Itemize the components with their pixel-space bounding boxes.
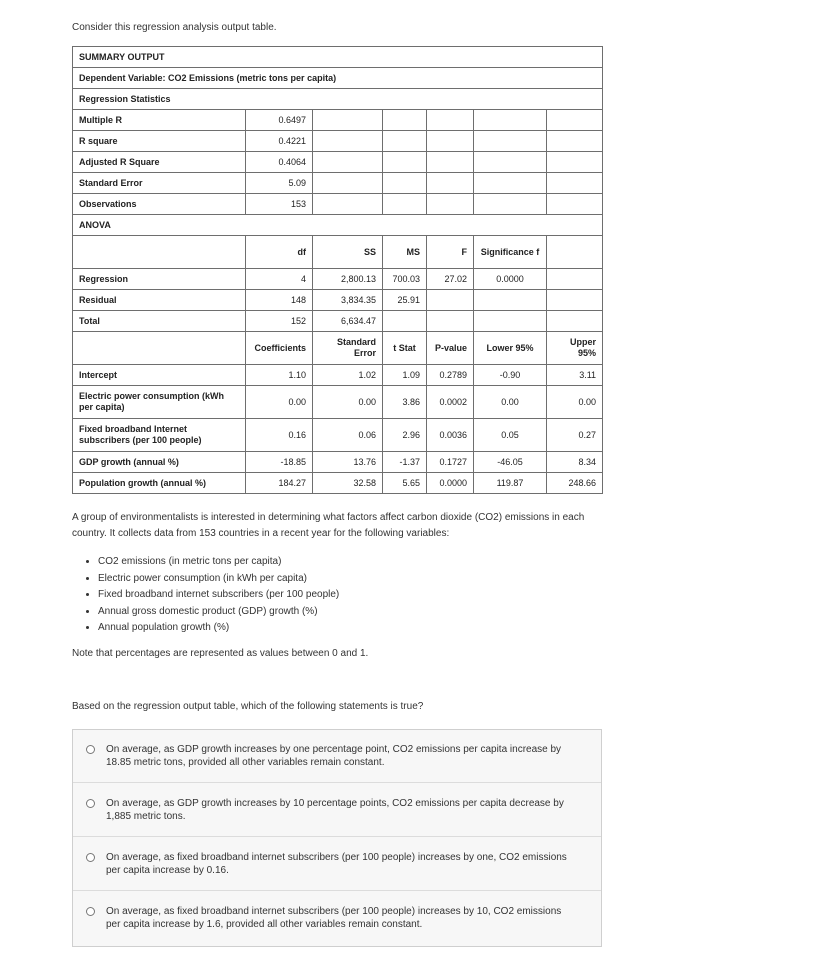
coef-t: 5.65 <box>383 473 427 494</box>
table-row <box>73 173 603 194</box>
coef-label: Fixed broadband Internet subscribers (per 100 people) <box>73 419 246 452</box>
table-row <box>73 290 603 311</box>
coef-upper: 248.66 <box>547 473 603 494</box>
coef-t: 3.86 <box>383 386 427 419</box>
coef-label: Population growth (annual %) <box>73 473 246 494</box>
coef-se: 32.58 <box>313 473 383 494</box>
header-f: F <box>427 236 474 269</box>
coef-t: 2.96 <box>383 419 427 452</box>
coef-t: -1.37 <box>383 452 427 473</box>
anova-f <box>427 290 474 311</box>
anova-sig <box>474 290 547 311</box>
coef-value: -18.85 <box>246 452 313 473</box>
anova-header-row <box>73 236 603 269</box>
anova-f <box>427 311 474 332</box>
option-text: On average, as fixed broadband internet subscribers (per 100 people) increases by 10, CO2 emissions per capita increase by 1.6, provided all other variables remain constant. <box>106 906 562 930</box>
header-t-stat: t Stat <box>383 332 427 365</box>
table-row <box>73 452 603 473</box>
radio-button[interactable] <box>86 745 95 754</box>
radio-button[interactable] <box>86 799 95 808</box>
anova-ss: 6,634.47 <box>313 311 383 332</box>
coef-label: Intercept <box>73 365 246 386</box>
answer-option-2[interactable] <box>73 784 601 837</box>
table-row <box>73 419 603 452</box>
stat-value: 0.4221 <box>246 131 313 152</box>
header-df: df <box>246 236 313 269</box>
table-row <box>73 311 603 332</box>
coef-p: 0.2789 <box>427 365 474 386</box>
header-lower-95: Lower 95% <box>474 332 547 365</box>
coef-value: 1.10 <box>246 365 313 386</box>
stat-value: 0.6497 <box>246 110 313 131</box>
coef-p: 0.0002 <box>427 386 474 419</box>
summary-title-row <box>73 47 603 68</box>
stat-label: Standard Error <box>73 173 246 194</box>
radio-button[interactable] <box>86 907 95 916</box>
stat-label: Observations <box>73 194 246 215</box>
dependent-variable: Dependent Variable: CO2 Emissions (metric tons per capita) <box>73 68 603 89</box>
context-paragraph: A group of environmentalists is interested in determining what factors affect carbon dioxide (CO2) emissions in each country. It collects data from 153 countries in a recent year for the following variables: <box>72 512 585 539</box>
coef-lower: -0.90 <box>474 365 547 386</box>
anova-df: 4 <box>246 269 313 290</box>
answer-option-4[interactable] <box>73 892 601 945</box>
anova-sig <box>474 311 547 332</box>
anova-ss: 3,834.35 <box>313 290 383 311</box>
coef-label: GDP growth (annual %) <box>73 452 246 473</box>
coef-label: Electric power consumption (kWh per capita) <box>73 386 246 419</box>
table-row <box>73 194 603 215</box>
header-p-value: P-value <box>427 332 474 365</box>
anova-df: 148 <box>246 290 313 311</box>
regression-statistics-row <box>73 89 603 110</box>
anova-label: Residual <box>73 290 246 311</box>
coef-value: 184.27 <box>246 473 313 494</box>
stat-value: 153 <box>246 194 313 215</box>
coef-p: 0.0036 <box>427 419 474 452</box>
anova-label: Total <box>73 311 246 332</box>
option-text: On average, as fixed broadband internet subscribers (per 100 people) increases by one, CO2 emissions per capita increase by 0.16. <box>106 852 567 876</box>
coef-se: 1.02 <box>313 365 383 386</box>
anova-ms <box>383 311 427 332</box>
coef-p: 0.0000 <box>427 473 474 494</box>
header-significance-f: Significance f <box>474 236 547 269</box>
note-text: Note that percentages are represented as values between 0 and 1. <box>72 648 369 659</box>
anova-title: ANOVA <box>73 215 603 236</box>
coef-lower: 119.87 <box>474 473 547 494</box>
coef-upper: 8.34 <box>547 452 603 473</box>
header-ms: MS <box>383 236 427 269</box>
coef-se: 0.06 <box>313 419 383 452</box>
coef-lower: 0.05 <box>474 419 547 452</box>
table-row <box>73 386 603 419</box>
stat-label: Adjusted R Square <box>73 152 246 173</box>
anova-f: 27.02 <box>427 269 474 290</box>
stat-label: R square <box>73 131 246 152</box>
variable-list <box>82 554 339 637</box>
header-upper-95: Upper 95% <box>547 332 603 365</box>
table-row <box>73 110 603 131</box>
table-row <box>73 152 603 173</box>
coef-lower: -46.05 <box>474 452 547 473</box>
list-item: • Annual gross domestic product (GDP) growth (%) <box>98 604 339 621</box>
table-row <box>73 473 603 494</box>
anova-ms: 25.91 <box>383 290 427 311</box>
answer-option-3[interactable] <box>73 838 601 891</box>
answer-option-1[interactable] <box>73 730 601 783</box>
coef-se: 0.00 <box>313 386 383 419</box>
header-ss: SS <box>313 236 383 269</box>
table-row <box>73 269 603 290</box>
coef-upper: 0.27 <box>547 419 603 452</box>
list-item: • Fixed broadband internet subscribers (per 100 people) <box>98 587 339 604</box>
regression-output-table <box>72 46 603 494</box>
list-item: • Electric power consumption (in kWh per capita) <box>98 571 339 588</box>
coefficient-header-row <box>73 332 603 365</box>
anova-ms: 700.03 <box>383 269 427 290</box>
anova-df: 152 <box>246 311 313 332</box>
radio-button[interactable] <box>86 853 95 862</box>
coef-upper: 0.00 <box>547 386 603 419</box>
header-standard-error: Standard Error <box>313 332 383 365</box>
anova-ss: 2,800.13 <box>313 269 383 290</box>
anova-title-row <box>73 215 603 236</box>
table-row <box>73 365 603 386</box>
header-coefficients: Coefficients <box>246 332 313 365</box>
option-text: On average, as GDP growth increases by 10 percentage points, CO2 emissions per capita decrease by 1,885 metric tons. <box>106 798 564 822</box>
coef-p: 0.1727 <box>427 452 474 473</box>
list-item: • Annual population growth (%) <box>98 620 339 637</box>
coef-t: 1.09 <box>383 365 427 386</box>
regression-statistics-title: Regression Statistics <box>73 89 603 110</box>
coef-value: 0.16 <box>246 419 313 452</box>
stat-value: 0.4064 <box>246 152 313 173</box>
dependent-variable-row <box>73 68 603 89</box>
option-text: On average, as GDP growth increases by one percentage point, CO2 emissions per capita increase by 18.85 metric tons, provided all other variables remain constant. <box>106 744 562 768</box>
coef-lower: 0.00 <box>474 386 547 419</box>
summary-title: SUMMARY OUTPUT <box>73 47 603 68</box>
coef-value: 0.00 <box>246 386 313 419</box>
table-row <box>73 131 603 152</box>
question-text: Based on the regression output table, which of the following statements is true? <box>72 701 424 712</box>
intro-text: Consider this regression analysis output table. <box>72 22 277 33</box>
list-item: • CO2 emissions (in metric tons per capita) <box>98 554 339 571</box>
coef-se: 13.76 <box>313 452 383 473</box>
stat-label: Multiple R <box>73 110 246 131</box>
coef-upper: 3.11 <box>547 365 603 386</box>
answer-options <box>72 729 602 947</box>
stat-value: 5.09 <box>246 173 313 194</box>
anova-sig: 0.0000 <box>474 269 547 290</box>
anova-label: Regression <box>73 269 246 290</box>
